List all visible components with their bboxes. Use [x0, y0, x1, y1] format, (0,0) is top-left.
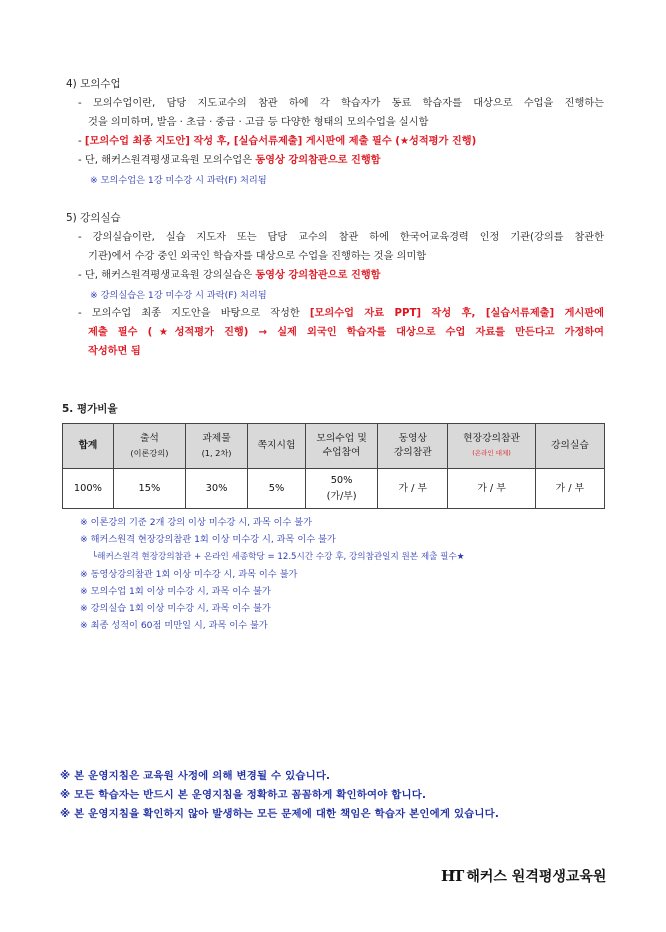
note-item: ※ 모의수업 1회 이상 미수강 시, 과목 이수 불가 [80, 586, 271, 597]
header-assignment: 과제물 (1, 2차) [186, 424, 248, 469]
hackers-logo-icon: HT [441, 867, 463, 885]
section4-requirement: - [모의수업 최종 지도안] 작성 후, [실습서류제출] 게시판에 제출 필수 (★성적평가 진행) [78, 136, 477, 147]
note-item: ※ 최종 성적이 60점 미만일 시, 과목 이수 불가 [80, 620, 268, 631]
section5-final-line2: 제출 필수 (★성적평가 진행) → 실제 외국인 학습자를 대상으로 수업 자료를 만든다고 가정하여 [88, 327, 604, 338]
value-assignment: 30% [186, 469, 248, 509]
hackers-logo: HT 해커스 원격평생교육원 [441, 867, 607, 885]
section5-desc-line1: - 강의실습이란, 실습 지도자 또는 담당 교수의 참관 하에 한국어교육경력 인정 기관(강의를 참관한 [78, 232, 604, 243]
section5-final-line1: - 모의수업 최종 지도안을 바탕으로 작성한 [모의수업 자료 PPT] 작성 후, [실습서류제출] 게시판에 [78, 308, 605, 319]
value-quiz: 5% [248, 469, 306, 509]
value-lecture-practice: 가 / 부 [535, 469, 604, 509]
header-field-observation: 현장강의참관 (온라인 대체) [448, 424, 535, 469]
value-total: 100% [63, 469, 114, 509]
note-item: ※ 해커스원격 현장강의참관 1회 이상 미수강 시, 과목 이수 불가 [80, 534, 336, 545]
section4-desc-line1: - 모의수업이란, 담당 지도교수의 참관 하에 각 학습자가 동료 학습자를 대상으로 수업을 진행하는 [78, 98, 604, 109]
header-lecture-practice: 강의실습 [535, 424, 604, 469]
note-item: ※ 이론강의 기준 2개 강의 이상 미수강 시, 과목 이수 불가 [80, 517, 313, 528]
section4-fail-note: ※ 모의수업은 1강 미수강 시 과락(F) 처리됨 [90, 175, 267, 186]
note-item: └해커스원격 현장강의참관 + 온라인 세종학당 = 12.5시간 수강 후, 강의참관일지 원본 제출 필수★ [92, 552, 465, 562]
value-attendance: 15% [113, 469, 185, 509]
section4-video-note: - 단, 해커스원격평생교육원 모의수업은 동영상 강의참관으로 진행함 [78, 155, 381, 166]
footer-note: ※ 본 운영지침은 교육원 사정에 의해 변경될 수 있습니다. [60, 770, 331, 782]
header-quiz: 쪽지시험 [248, 424, 306, 469]
table-row [63, 469, 605, 509]
header-mock-class: 모의수업 및 수업참여 [306, 424, 378, 469]
note-item: ※ 동영상강의참관 1회 이상 미수강 시, 과목 이수 불가 [80, 569, 298, 580]
section5-fail-note: ※ 강의실습은 1강 미수강 시 과락(F) 처리됨 [90, 290, 267, 301]
section4-heading: 4) 모의수업 [66, 78, 121, 90]
value-video-observation: 가 / 부 [378, 469, 448, 509]
section5-video-note: - 단, 해커스원격평생교육원 강의실습은 동영상 강의참관으로 진행함 [78, 270, 381, 281]
header-total: 합계 [63, 424, 114, 469]
grading-heading: 5. 평가비율 [62, 403, 118, 415]
header-attendance: 출석 (이론강의) [113, 424, 185, 469]
section4-desc-line2: 것을 의미하며, 발음 · 초급 · 중급 · 고급 등 다양한 형태의 모의수업을 실시함 [88, 117, 429, 128]
value-mock-class: 50% (가/부) [306, 469, 378, 509]
section5-heading: 5) 강의실습 [66, 212, 121, 224]
section5-final-line3: 작성하면 됨 [88, 346, 141, 357]
section5-desc-line2: 기관)에서 수강 중인 외국인 학습자를 대상으로 수업을 진행하는 것을 의미함 [88, 251, 427, 262]
header-video-observation: 동영상 강의참관 [378, 424, 448, 469]
footer-note: ※ 본 운영지침을 확인하지 않아 발생하는 모든 문제에 대한 책임은 학습자 본인에게 있습니다. [60, 808, 500, 820]
table-header-row [63, 424, 605, 469]
note-item: ※ 강의실습 1회 이상 미수강 시, 과목 이수 불가 [80, 603, 271, 614]
grading-table [62, 423, 605, 509]
value-field-observation: 가 / 부 [448, 469, 535, 509]
footer-note: ※ 모든 학습자는 반드시 본 운영지침을 정확하고 꼼꼼하게 확인하여야 합니다. [60, 789, 427, 801]
